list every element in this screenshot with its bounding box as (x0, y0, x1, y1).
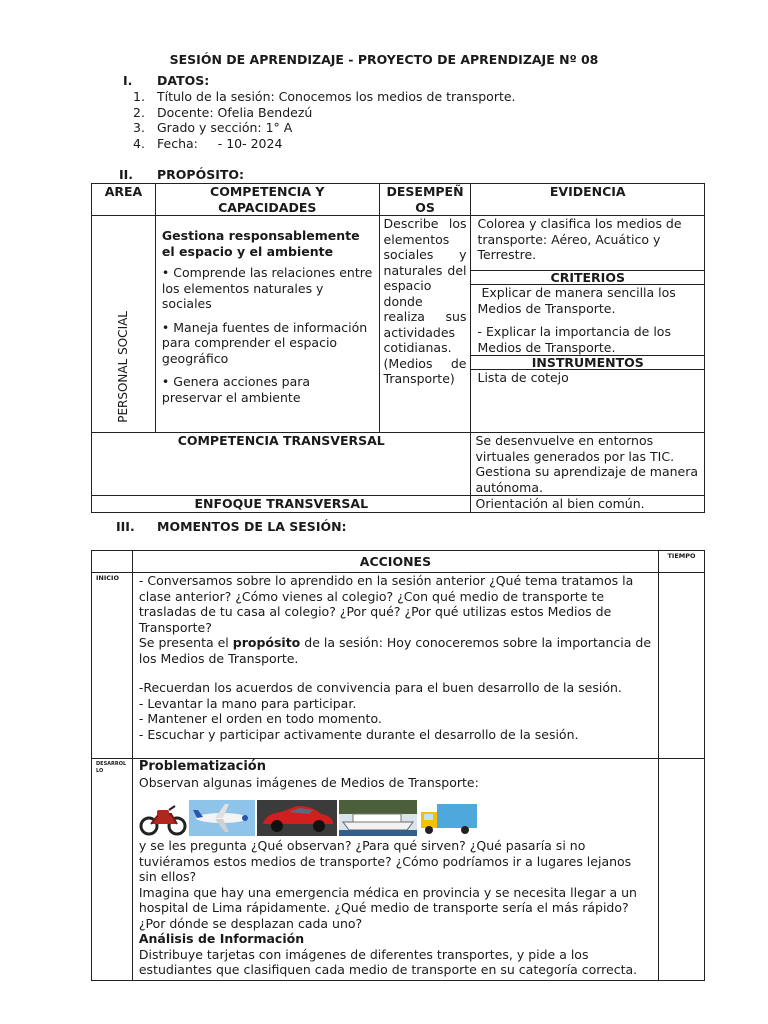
airplane-icon (189, 800, 255, 836)
proposito-sesion: Se presenta el propósito de la sesión: Hoy conoceremos sobre la importancia de los Medios de Transporte. (138, 635, 652, 666)
preguntas-text: y se les pregunta ¿Qué observan? ¿Para qué sirven? ¿Qué pasaría si no tuviéramos estos medios de transporte? ¿Cómo podríamos ir a lugares lejanos sin ellos? (138, 838, 632, 884)
section-title-datos: DATOS: (157, 73, 210, 88)
desarrollo-label: DESARROLLO (92, 759, 133, 981)
empty-header-cell (92, 551, 133, 573)
desempeno-cell: Describe los elementos sociales y naturales del espacio donde realiza sus actividades cotidianas. (Medios de Transporte) (379, 216, 471, 433)
section-title-momentos: MOMENTOS DE LA SESIÓN: (157, 519, 347, 534)
criterios-cell (471, 285, 705, 356)
inicio-content (132, 573, 658, 759)
page-title: SESIÓN DE APRENDIZAJE - PROYECTO DE APRENDIZAJE Nº 08 (169, 52, 599, 67)
capacidad-item: • Maneja fuentes de información para comprender el espacio geográfico (161, 319, 368, 366)
competencia-cell (155, 216, 379, 433)
evidencia-cell: Colorea y clasifica los medios de transporte: Aéreo, Acuático y Terrestre. (471, 216, 705, 271)
list-item: 1. Título de la sesión: Conocemos los medios de transporte. (133, 89, 516, 104)
problematizacion-title: Problematización (138, 759, 266, 774)
header-competencia: COMPETENCIA Y CAPACIDADES (155, 184, 379, 216)
observan-text: Observan algunas imágenes de Medios de Transporte: (138, 774, 479, 790)
criterios-header: CRITERIOS (471, 271, 705, 285)
capacidad-item: • Comprende las relaciones entre los elementos naturales y sociales (161, 265, 373, 311)
header-desempenos: DESEMPEÑOS (379, 184, 471, 216)
tiempo-inicio (659, 573, 705, 759)
tiempo-desarrollo (659, 759, 705, 981)
truck-icon (419, 800, 479, 836)
list-item: 4. Fecha: - 10- 2024 (133, 135, 283, 151)
section-title-proposito: PROPÓSITO: (157, 167, 245, 182)
enfoque-transversal-value: Orientación al bien común. (471, 496, 705, 513)
imagina-text: Imagina que hay una emergencia médica en provincia y se necesita llegar a un hospital de Lima rápidamente. ¿Qué medio de transporte sería el más rápido? ¿Por dónde se desplazan cada uno? (138, 884, 637, 931)
transport-images (139, 800, 652, 836)
acuerdo-item: -Recuerdan los acuerdos de convivencia para el buen desarrollo de la sesión. (138, 680, 622, 695)
header-evidencia: EVIDENCIA (471, 184, 705, 216)
section-number-momentos: III. (116, 519, 135, 534)
acuerdo-item: - Mantener el orden en todo momento. (138, 711, 382, 726)
tiempo-header: TIEMPO (659, 551, 705, 573)
inicio-label: INICIO (92, 573, 133, 759)
list-item: 2. Docente: Ofelia Bendezú (133, 104, 313, 120)
area-label: PERSONAL SOCIAL (115, 310, 130, 423)
motorcycle-icon (139, 800, 187, 836)
ship-icon (339, 800, 417, 836)
criterio-item: - Explicar la importancia de los Medios de Transporte. (477, 324, 671, 355)
competencia-transversal-label: COMPETENCIA TRANSVERSAL (92, 433, 471, 496)
section-number-datos: I. (123, 73, 133, 88)
header-area: AREA (92, 184, 156, 216)
proposito-table (91, 183, 705, 513)
list-item: 3. Grado y sección: 1° A (133, 120, 293, 135)
analisis-title: Análisis de Información (138, 931, 305, 946)
capacidad-item: • Genera acciones para preservar el ambiente (161, 374, 311, 405)
distribuye-text: Distribuye tarjetas con imágenes de diferentes transportes, y pide a los estudiantes que clasifiquen cada medio de transporte en su categoría correcta. (138, 946, 638, 977)
area-cell (92, 216, 156, 433)
section-number-proposito: II. (119, 167, 134, 182)
competencia-transversal-value: Se desenvuelve en entornos virtuales generados por las TIC. Gestiona su aprendizaje de manera autónoma. (471, 433, 705, 496)
inicio-conversacion: - Conversamos sobre lo aprendido en la sesión anterior ¿Qué tema tratamos la clase anterior? ¿Cómo vienes al colegio? ¿Con qué medio de transporte te trasladas de tu casa al colegio? ¿Por qué? ¿Por qué utilizas estos Medios de Transporte? (138, 573, 634, 635)
instrumento-cell: Lista de cotejo (471, 370, 705, 433)
desarrollo-content (132, 759, 658, 981)
enfoque-transversal-label: ENFOQUE TRANSVERSAL (92, 496, 471, 513)
car-icon (257, 800, 337, 836)
momentos-table (91, 550, 705, 981)
datos-list (133, 89, 516, 151)
criterio-item: Explicar de manera sencilla los Medios de Transporte. (477, 285, 680, 316)
instrumentos-header: INSTRUMENTOS (471, 356, 705, 370)
acciones-header: ACCIONES (132, 551, 658, 573)
acuerdo-item: - Escuchar y participar activamente durante el desarrollo de la sesión. (138, 726, 579, 742)
competencia-title: Gestiona responsablemente el espacio y el ambiente (161, 228, 360, 259)
acuerdo-item: - Levantar la mano para participar. (138, 695, 357, 711)
